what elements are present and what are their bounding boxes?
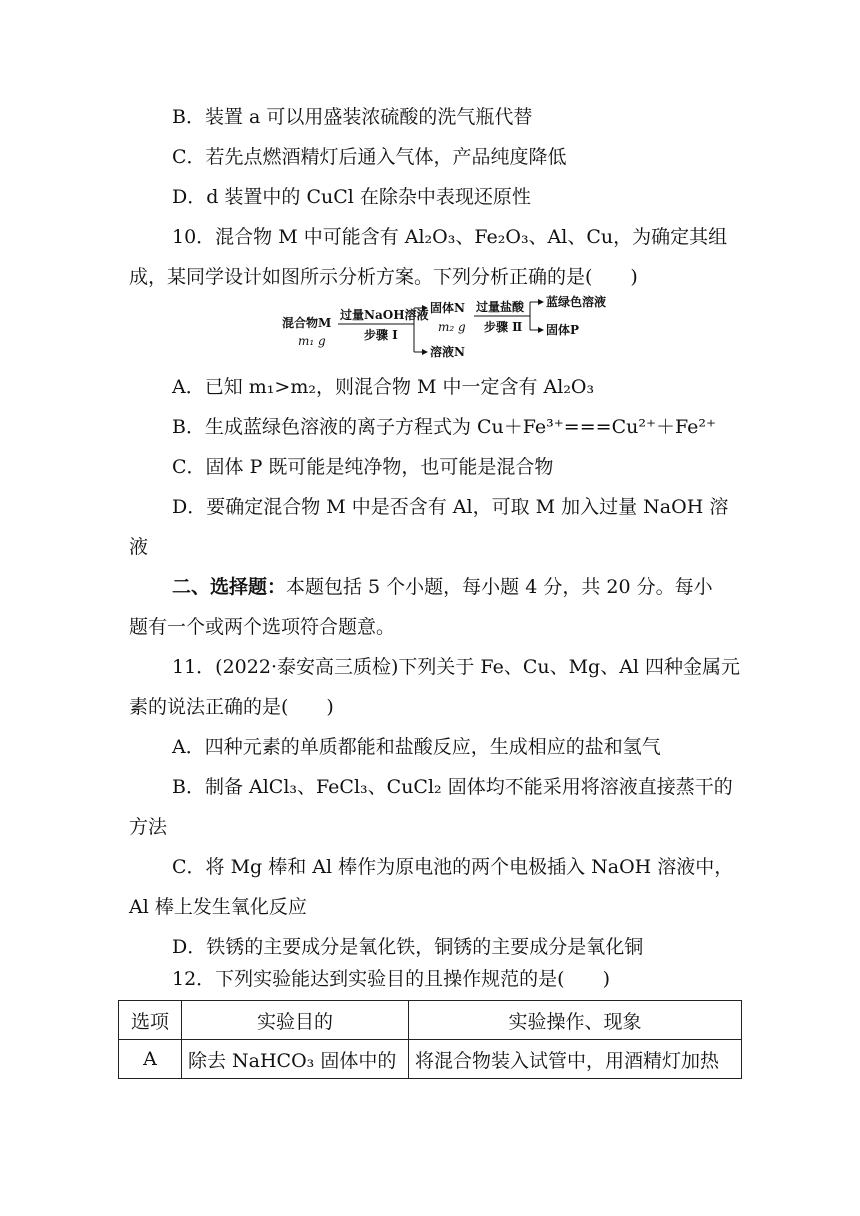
- arrow-head-solid-p: [538, 327, 544, 333]
- q10-option-c: C．固体 P 既可能是纯净物，也可能是混合物: [172, 456, 554, 478]
- table-header-operation: 实验操作、现象: [409, 1001, 742, 1040]
- diagram-blue-solution: 蓝绿色溶液: [546, 295, 607, 309]
- q12-table: [118, 1000, 742, 1079]
- table-row: [119, 1040, 742, 1079]
- arrow-head-solution-n: [422, 349, 428, 355]
- diagram-step1-label: 步骤 Ⅰ: [364, 328, 398, 342]
- section2-desc-line1: 本题包括 5 个小题，每小题 4 分，共 20 分。每小: [286, 576, 713, 598]
- table-header-purpose: 实验目的: [182, 1001, 409, 1040]
- diagram-solid-n-mass: m₂ g: [438, 320, 466, 334]
- diagram-solid-p: 固体P: [546, 323, 580, 337]
- q10-option-d-line2: 液: [129, 536, 149, 558]
- table-cell-operation: 将混合物装入试管中，用酒精灯加热: [409, 1040, 742, 1079]
- diagram-solid-n: 固体N: [430, 301, 465, 315]
- diagram-step2-label: 步骤 Ⅱ: [484, 320, 523, 334]
- q11-option-b-line2: 方法: [129, 816, 168, 838]
- diagram-solution-n: 溶液N: [430, 345, 465, 359]
- q10-option-b: B．生成蓝绿色溶液的离子方程式为 Cu＋Fe³⁺===Cu²⁺＋Fe²⁺: [172, 416, 717, 438]
- q10-option-a: A．已知 m₁>m₂，则混合物 M 中一定含有 Al₂O₃: [172, 376, 595, 398]
- q11-option-a: A．四种元素的单质都能和盐酸反应，生成相应的盐和氢气: [172, 736, 661, 758]
- q9-option-c: C．若先点燃酒精灯后通入气体，产品纯度降低: [172, 146, 567, 168]
- q10-option-d-line1: D．要确定混合物 M 中是否含有 Al，可取 M 加入过量 NaOH 溶: [172, 496, 729, 518]
- q11-stem-line2: 素的说法正确的是( ): [129, 696, 334, 718]
- q11-option-d: D．铁锈的主要成分是氧化铁，铜锈的主要成分是氧化铜: [172, 936, 644, 958]
- diagram-step1-reagent: 过量NaOH溶液: [340, 308, 429, 322]
- q11-option-c-line1: C．将 Mg 棒和 Al 棒作为原电池的两个电极插入 NaOH 溶液中，: [172, 856, 734, 878]
- q11-stem-line1: 11．(2022·泰安高三质检)下列关于 Fe、Cu、Mg、Al 四种金属元: [172, 656, 741, 678]
- section2-desc-line2: 题有一个或两个选项符合题意。: [129, 616, 396, 638]
- table-header-row: [119, 1001, 742, 1040]
- section2-title: 二、选择题：: [172, 576, 287, 598]
- q10-stem-line1: 10．混合物 M 中可能含有 Al₂O₃、Fe₂O₃、Al、Cu，为确定其组: [172, 226, 728, 248]
- q9-option-d: D．d 装置中的 CuCl 在除杂中表现还原性: [172, 186, 531, 208]
- q12-stem: 12．下列实验能达到实验目的且操作规范的是( ): [172, 968, 611, 990]
- table-header-option: 选项: [119, 1001, 182, 1040]
- q11-option-c-line2: Al 棒上发生氧化反应: [129, 896, 307, 918]
- diagram-start-mass: m₁ g: [298, 334, 326, 348]
- diagram-start-label: 混合物M: [282, 316, 332, 330]
- q10-flow-diagram: [282, 294, 722, 364]
- q11-option-b-line1: B．制备 AlCl₃、FeCl₃、CuCl₂ 固体均不能采用将溶液直接蒸干的: [172, 776, 733, 798]
- table-cell-option: A: [119, 1040, 182, 1079]
- arrow-head-blue-solution: [538, 299, 544, 305]
- section2-heading-line1: [172, 574, 713, 600]
- q9-option-b: B．装置 a 可以用盛装浓硫酸的洗气瓶代替: [172, 106, 533, 128]
- table-cell-purpose: 除去 NaHCO₃ 固体中的: [182, 1040, 409, 1079]
- diagram-step2-reagent: 过量盐酸: [476, 300, 525, 314]
- q10-stem-line2: 成，某同学设计如图所示分析方案。下列分析正确的是( ): [129, 266, 638, 288]
